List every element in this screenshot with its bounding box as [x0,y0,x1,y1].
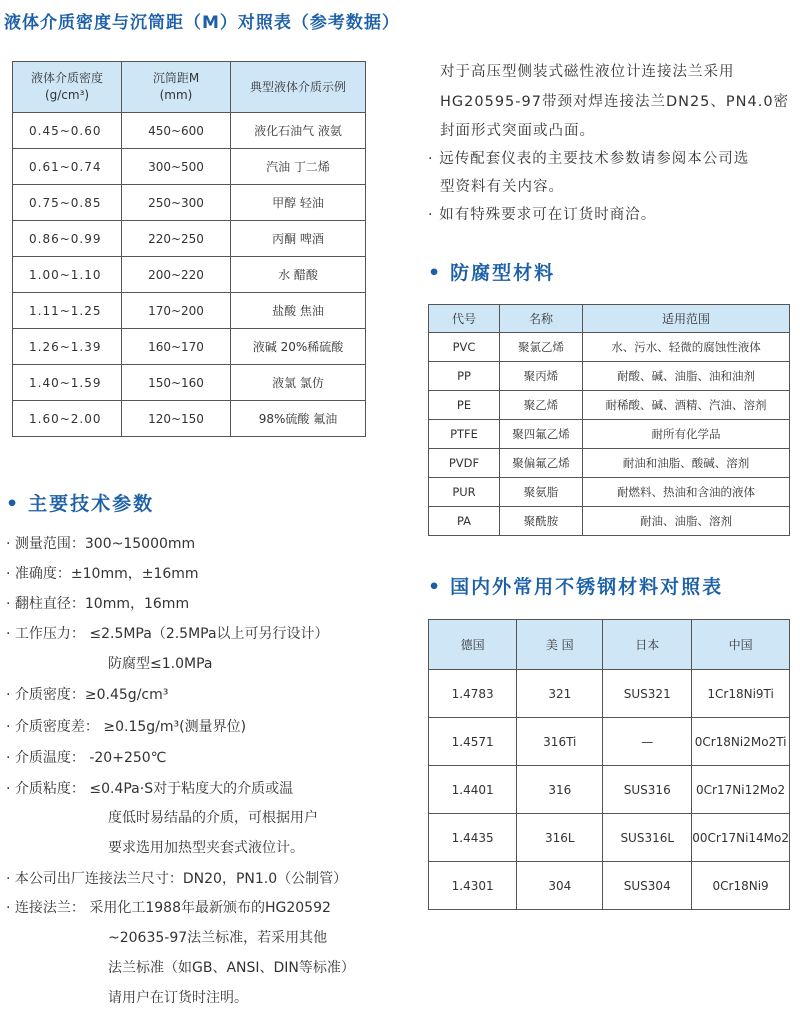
cell: 水、污水、轻微的腐蚀性液体 [583,333,790,362]
table-row [13,401,366,437]
table-header-row [429,620,790,670]
header-density: 液体介质密度 (g/cm³) [13,62,122,113]
table-row [429,449,790,478]
cell: PTFE [429,420,500,449]
cell: 0.61~0.74 [13,149,122,185]
header-cell: 适用范围 [583,305,790,333]
header-cell: 中国 [692,620,790,670]
cell: 聚四氟乙烯 [500,420,583,449]
cell: 聚偏氟乙烯 [500,449,583,478]
spec-connection-flange: · 连接法兰： 采用化工1988年最新颁布的HG20592 [6,900,331,916]
cell: 液化石油气 液氨 [231,113,366,149]
cell: PVDF [429,449,500,478]
cell: 120~150 [122,401,231,437]
header-examples: 典型液体介质示例 [231,62,366,113]
cell: 1.60~2.00 [13,401,122,437]
spec-accuracy: · 准确度：±10mm，±16mm [6,566,199,582]
cell: 98%硫酸 氟油 [231,401,366,437]
header-cell: 日本 [603,620,692,670]
cell: 160~170 [122,329,231,365]
cell: 液碱 20%稀硫酸 [231,329,366,365]
cell: 170~200 [122,293,231,329]
cell: PUR [429,478,500,507]
spec-viscosity-note: 度低时易结晶的介质，可根据用户 [108,810,318,826]
spec-medium-density: · 介质密度：≥0.45g/cm³ [6,687,169,703]
cell: 1.4301 [429,862,517,910]
table-row [13,185,366,221]
table-row [13,149,366,185]
table-row [429,362,790,391]
cell: 0Cr17Ni12Mo2 [692,766,790,814]
table-header-row [13,62,366,113]
header-cell: 名称 [500,305,583,333]
cell: 水 醋酸 [231,257,366,293]
density-table-title: 液体介质密度与沉筒距（M）对照表（参考数据） [4,13,400,33]
table-row [13,113,366,149]
cell: SUS304 [603,862,692,910]
spec-medium-viscosity: · 介质粘度： ≤0.4Pa·S对于粘度大的介质或温 [6,781,294,797]
cell: 聚丙烯 [500,362,583,391]
steel-section-title: • 国内外常用不锈钢材料对照表 [428,576,724,598]
cell: 316 [517,766,603,814]
table-row [429,862,790,910]
header-cell: 德国 [429,620,517,670]
cell: 丙酮 啤酒 [231,221,366,257]
specs-section-title: • 主要技术参数 [6,493,155,515]
table-row [429,718,790,766]
cell: 0.75~0.85 [13,185,122,221]
table-row [429,507,790,536]
cell: 汽油 丁二烯 [231,149,366,185]
spec-medium-temperature: · 介质温度： -20+250℃ [6,750,167,766]
cell: SUS316 [603,766,692,814]
cell: 316Ti [517,718,603,766]
spec-flange-note: 请用户在订货时注明。 [108,990,248,1006]
header-distance: 沉筒距M (mm) [122,62,231,113]
bullet-icon: • [428,576,443,598]
cell: SUS316L [603,814,692,862]
spec-float-diameter: · 翻柱直径：10mm，16mm [6,596,190,612]
flange-note-line: HG20595-97带颈对焊连接法兰DN25、PN4.0密 [440,94,790,110]
cell: 0Cr18Ni2Mo2Ti [692,718,790,766]
spec-flange-note: 法兰标准（如GB、ANSI、DIN等标准） [108,960,355,976]
cell: 0.45~0.60 [13,113,122,149]
cell: 聚酰胺 [500,507,583,536]
cell: 聚氨脂 [500,478,583,507]
cell: 耐油和油脂、酸碱、溶剂 [583,449,790,478]
cell: 450~600 [122,113,231,149]
cell: 316L [517,814,603,862]
cell: 耐燃料、热油和含油的液体 [583,478,790,507]
cell: 1.4401 [429,766,517,814]
cell: PVC [429,333,500,362]
table-header-row [429,305,790,333]
cell: 200~220 [122,257,231,293]
cell: 321 [517,670,603,718]
cell: 220~250 [122,221,231,257]
cell: 304 [517,862,603,910]
cell: 0Cr18Ni9 [692,862,790,910]
spec-factory-flange: · 本公司出厂连接法兰尺寸：DN20，PN1.0（公制管） [6,871,348,887]
spec-working-pressure: · 工作压力： ≤2.5MPa（2.5MPa以上可另行设计） [6,626,329,642]
cell: — [603,718,692,766]
cell: 耐所有化学品 [583,420,790,449]
header-cell: 代号 [429,305,500,333]
cell: 300~500 [122,149,231,185]
bullet-icon: • [6,493,21,515]
cell: 1.00~1.10 [13,257,122,293]
table-row [13,329,366,365]
stainless-steel-table [428,619,790,910]
bullet-icon: • [428,262,443,284]
spec-measuring-range: · 测量范围：300~15000mm [6,536,196,552]
cell: PE [429,391,500,420]
spec-working-pressure-corrosion: 防腐型≤1.0MPa [108,656,213,672]
cell: 耐酸、碱、油脂、油和油剂 [583,362,790,391]
cell: 150~160 [122,365,231,401]
cell: 1.4783 [429,670,517,718]
density-table [12,61,366,437]
spec-flange-note: ~20635-97法兰标准，若采用其他 [108,930,328,946]
cell: 1.4571 [429,718,517,766]
flange-note-line: 封面形式突面或凸面。 [440,123,595,139]
cell: SUS321 [603,670,692,718]
header-cell: 美 国 [517,620,603,670]
cell: 耐油、油脂、溶剂 [583,507,790,536]
cell: PP [429,362,500,391]
cell: 盐酸 焦油 [231,293,366,329]
table-row [429,420,790,449]
remote-instrument-note: · 远传配套仪表的主要技术参数请参阅本公司选 [428,151,750,167]
cell: 0.86~0.99 [13,221,122,257]
table-row [429,391,790,420]
cell: 250~300 [122,185,231,221]
cell: 聚氯乙烯 [500,333,583,362]
cell: PA [429,507,500,536]
flange-note-line: 对于高压型侧装式磁性液位计连接法兰采用 [440,64,735,80]
table-row [429,333,790,362]
table-row [429,814,790,862]
table-row [13,365,366,401]
cell: 甲醇 轻油 [231,185,366,221]
table-row [13,221,366,257]
cell: 液氯 氯仿 [231,365,366,401]
table-row [429,478,790,507]
cell: 聚乙烯 [500,391,583,420]
cell: 00Cr17Ni14Mo2 [692,814,790,862]
cell: 耐稀酸、碱、酒精、汽油、溶剂 [583,391,790,420]
table-row [13,293,366,329]
spec-density-difference: · 介质密度差： ≥0.15g/m³(测量界位) [6,719,247,735]
spec-viscosity-note: 要求选用加热型夹套式液位计。 [108,840,304,856]
cell: 1.40~1.59 [13,365,122,401]
corrosion-section-title: • 防腐型材料 [428,262,556,284]
special-request-note: · 如有特殊要求可在订货时商洽。 [428,207,657,223]
corrosion-material-table [428,304,790,536]
cell: 1.26~1.39 [13,329,122,365]
table-row [429,670,790,718]
table-row [429,766,790,814]
cell: 1.4435 [429,814,517,862]
cell: 1.11~1.25 [13,293,122,329]
remote-instrument-note: 型资料有关内容。 [440,179,564,195]
table-row [13,257,366,293]
cell: 1Cr18Ni9Ti [692,670,790,718]
